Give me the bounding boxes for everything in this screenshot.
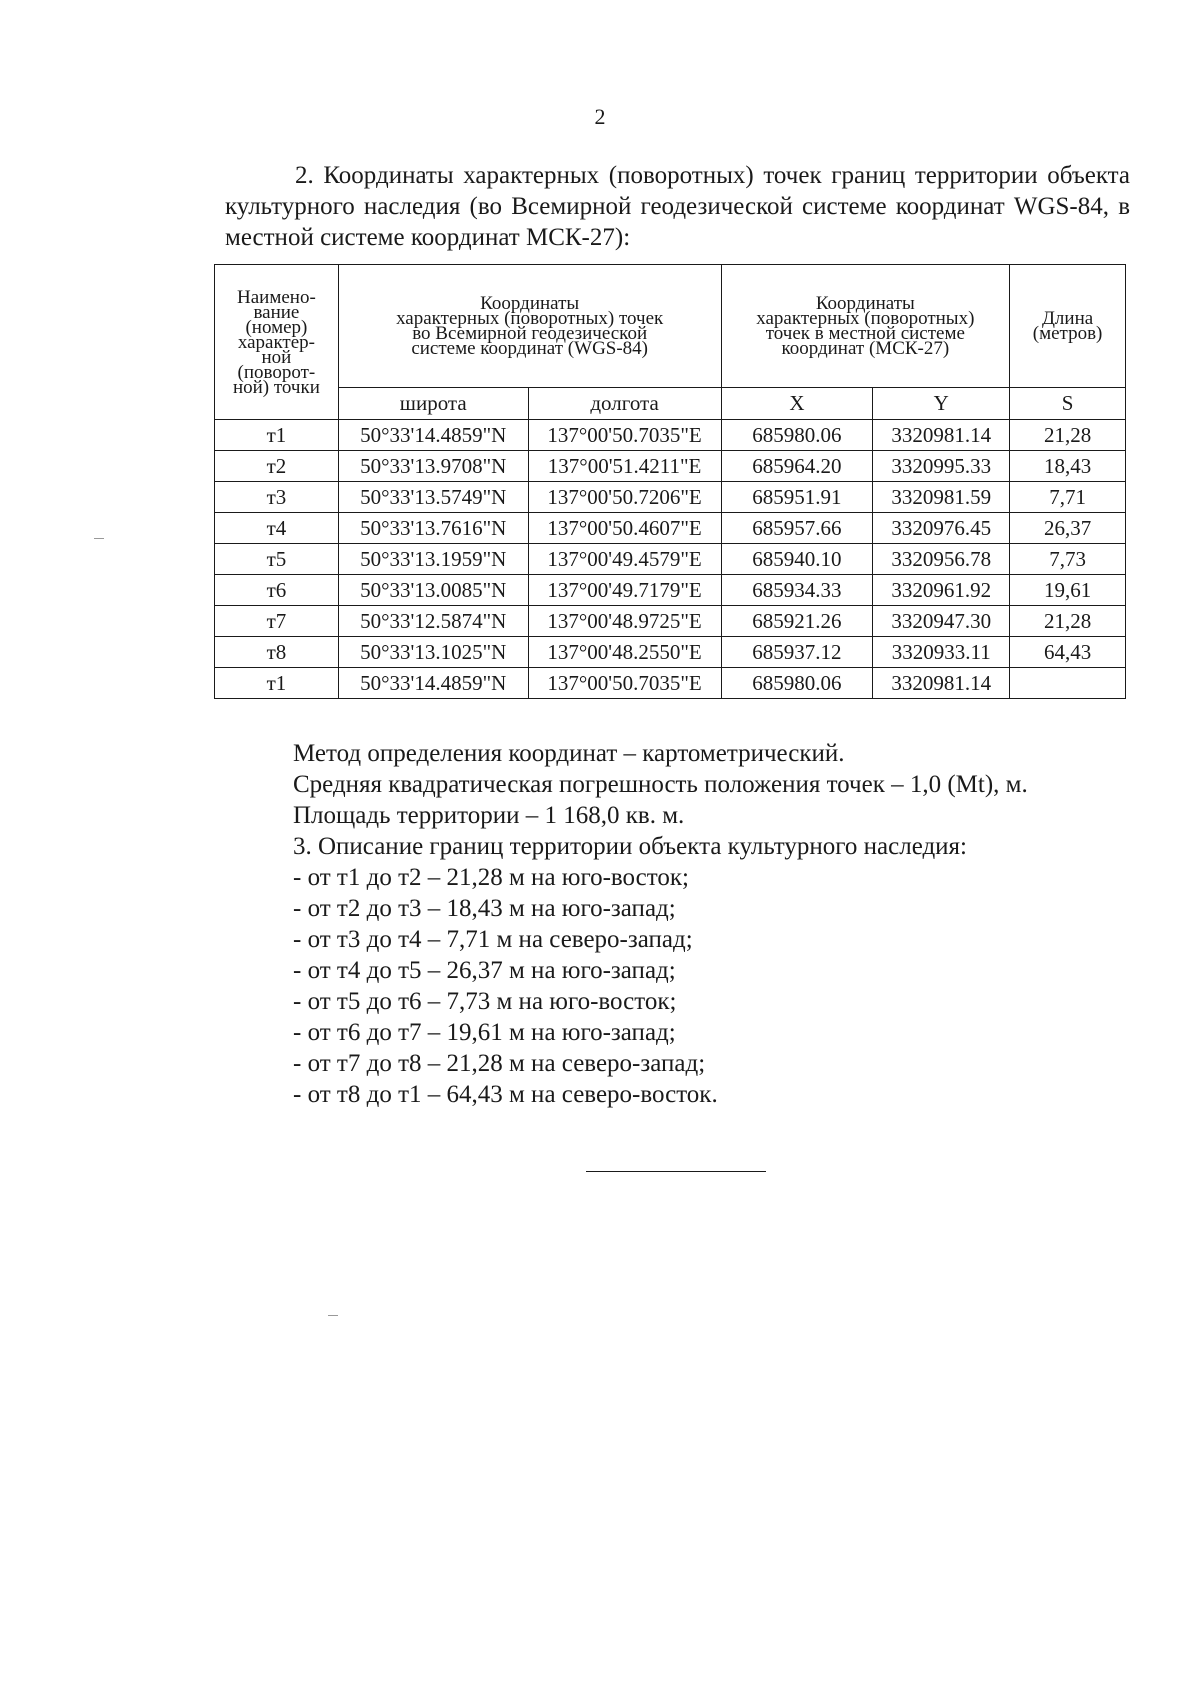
cell-point: т7 <box>215 606 339 637</box>
cell-y: 3320976.45 <box>873 513 1010 544</box>
header-msk27-group: Координаты характерных (поворотных) точек в местной системе координат (МСК-27) <box>721 265 1010 388</box>
cell-latitude: 50°33'13.7616"N <box>338 513 528 544</box>
cell-point: т4 <box>215 513 339 544</box>
cell-length: 19,61 <box>1010 575 1126 606</box>
cell-longitude: 137°00'48.2550"E <box>528 637 721 668</box>
boundary-line: - от т6 до т7 – 19,61 м на юго-запад; <box>293 1019 676 1046</box>
subheader-longitude: долгота <box>528 388 721 420</box>
table-row <box>215 482 1126 513</box>
section-3-heading: 3. Описание границ территории объекта культурного наследия: <box>293 833 967 860</box>
cell-x: 685951.91 <box>721 482 873 513</box>
cell-x: 685964.20 <box>721 451 873 482</box>
cell-length: 21,28 <box>1010 606 1126 637</box>
area-line: Площадь территории – 1 168,0 кв. м. <box>293 802 685 829</box>
end-separator-line <box>586 1171 766 1172</box>
boundary-line: - от т2 до т3 – 18,43 м на юго-запад; <box>293 895 676 922</box>
accuracy-line: Средняя квадратическая погрешность положения точек – 1,0 (Mt), м. <box>293 771 1028 798</box>
cell-latitude: 50°33'13.5749"N <box>338 482 528 513</box>
cell-x: 685934.33 <box>721 575 873 606</box>
coordinates-table <box>214 264 1126 699</box>
table-row <box>215 668 1126 699</box>
cell-point: т2 <box>215 451 339 482</box>
cell-longitude: 137°00'50.4607"E <box>528 513 721 544</box>
boundary-line: - от т5 до т6 – 7,73 м на юго-восток; <box>293 988 677 1015</box>
cell-y: 3320995.33 <box>873 451 1010 482</box>
boundary-line: - от т4 до т5 – 26,37 м на юго-запад; <box>293 957 676 984</box>
cell-x: 685940.10 <box>721 544 873 575</box>
cell-length: 7,73 <box>1010 544 1126 575</box>
cell-latitude: 50°33'14.4859"N <box>338 668 528 699</box>
cell-longitude: 137°00'50.7035"E <box>528 420 721 451</box>
cell-y: 3320933.11 <box>873 637 1010 668</box>
cell-longitude: 137°00'50.7206"E <box>528 482 721 513</box>
cell-length: 26,37 <box>1010 513 1126 544</box>
cell-length: 21,28 <box>1010 420 1126 451</box>
cell-y: 3320981.59 <box>873 482 1010 513</box>
cell-longitude: 137°00'49.4579"E <box>528 544 721 575</box>
header-point-name: Наимено- вание (номер) характер- ной (поворот- ной) точки <box>215 265 339 420</box>
table-row <box>215 606 1126 637</box>
cell-y: 3320981.14 <box>873 420 1010 451</box>
cell-x: 685980.06 <box>721 668 873 699</box>
cell-point: т5 <box>215 544 339 575</box>
cell-longitude: 137°00'50.7035"E <box>528 668 721 699</box>
cell-longitude: 137°00'51.4211"E <box>528 451 721 482</box>
cell-y: 3320947.30 <box>873 606 1010 637</box>
cell-length: 64,43 <box>1010 637 1126 668</box>
scan-speck <box>328 1315 338 1316</box>
table-row <box>215 420 1126 451</box>
table-row <box>215 637 1126 668</box>
subheader-s: S <box>1010 388 1126 420</box>
method-line: Метод определения координат – картометрический. <box>293 740 845 767</box>
cell-length: 7,71 <box>1010 482 1126 513</box>
cell-latitude: 50°33'14.4859"N <box>338 420 528 451</box>
boundary-line: - от т3 до т4 – 7,71 м на северо-запад; <box>293 926 693 953</box>
cell-point: т6 <box>215 575 339 606</box>
cell-length: 18,43 <box>1010 451 1126 482</box>
table-row <box>215 451 1126 482</box>
cell-point: т1 <box>215 668 339 699</box>
cell-x: 685980.06 <box>721 420 873 451</box>
subheader-x: X <box>721 388 873 420</box>
cell-x: 685957.66 <box>721 513 873 544</box>
coordinates-table-body <box>215 420 1126 699</box>
subheader-y: Y <box>873 388 1010 420</box>
cell-latitude: 50°33'13.1959"N <box>338 544 528 575</box>
cell-y: 3320956.78 <box>873 544 1010 575</box>
cell-x: 685921.26 <box>721 606 873 637</box>
cell-latitude: 50°33'12.5874"N <box>338 606 528 637</box>
header-length: Длина (метров) <box>1010 265 1126 388</box>
boundary-line: - от т7 до т8 – 21,28 м на северо-запад; <box>293 1050 706 1077</box>
cell-y: 3320961.92 <box>873 575 1010 606</box>
boundary-line: - от т1 до т2 – 21,28 м на юго-восток; <box>293 864 689 891</box>
page-number: 2 <box>594 104 606 129</box>
cell-y: 3320981.14 <box>873 668 1010 699</box>
cell-latitude: 50°33'13.0085"N <box>338 575 528 606</box>
section-2-intro-text: 2. Координаты характерных (поворотных) точек границ территории объекта культурного наследия (во Всемирной геодезической системе координат WGS-84, в местной системе координат МСК-27): <box>225 162 1130 251</box>
cell-longitude: 137°00'48.9725"E <box>528 606 721 637</box>
cell-point: т1 <box>215 420 339 451</box>
table-row <box>215 513 1126 544</box>
section-3-text <box>293 738 1133 1110</box>
cell-length <box>1010 668 1126 699</box>
cell-point: т3 <box>215 482 339 513</box>
subheader-latitude: широта <box>338 388 528 420</box>
table-row <box>215 575 1126 606</box>
cell-longitude: 137°00'49.7179"E <box>528 575 721 606</box>
cell-latitude: 50°33'13.1025"N <box>338 637 528 668</box>
table-row <box>215 544 1126 575</box>
header-wgs84-group: Координаты характерных (поворотных) точек во Всемирной геодезической системе координат (WGS-84) <box>338 265 721 388</box>
scan-speck <box>94 538 104 539</box>
cell-point: т8 <box>215 637 339 668</box>
boundary-line: - от т8 до т1 – 64,43 м на северо-восток. <box>293 1081 718 1108</box>
cell-latitude: 50°33'13.9708"N <box>338 451 528 482</box>
cell-x: 685937.12 <box>721 637 873 668</box>
section-2-intro <box>225 160 1130 253</box>
